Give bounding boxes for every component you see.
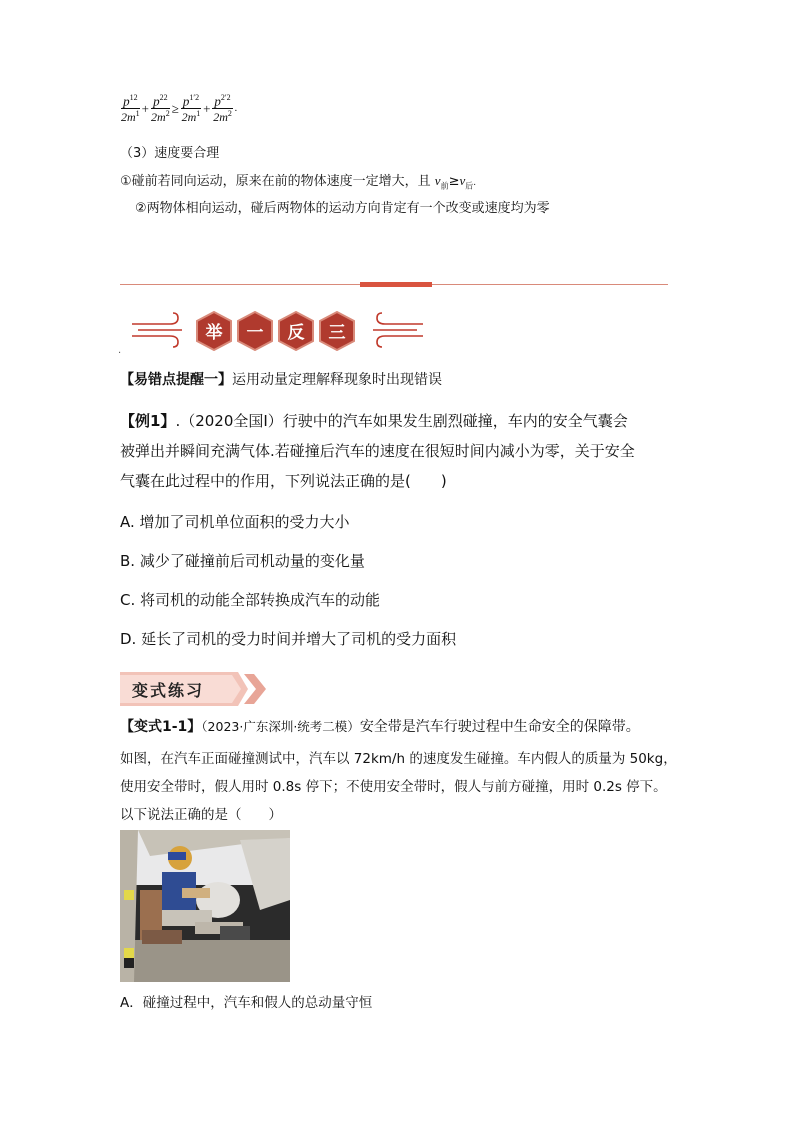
variant1-text: 安全带是汽车行驶过程中生命安全的保障带。	[359, 719, 640, 735]
item1-sub: 前	[440, 181, 449, 191]
variant1-option-a: A．碰撞过程中，汽车和假人的总动量守恒	[120, 995, 373, 1011]
frac-p: p	[123, 93, 130, 109]
frac-exp: 1′2	[189, 93, 200, 102]
frac-exp: 2′2	[220, 93, 231, 102]
example1-line2: 被弹出并瞬间充满气体.若碰撞后汽车的速度在很短时间内减小为零，关于安全	[120, 442, 635, 460]
frac-den: 2m	[121, 110, 136, 125]
frac-den-exp: 1	[135, 109, 140, 119]
tip-label: 【易错点提醒一】	[120, 372, 232, 388]
example1-text: .（2020全国Ⅰ）行驶中的汽车如果发生剧烈碰撞，车内的安全气囊会	[175, 412, 628, 430]
item1-v: v	[434, 173, 441, 188]
fraction-2	[151, 94, 170, 123]
plus-sign: +	[203, 100, 211, 116]
variant1-line3: 使用安全带时，假人用时 0.8s 停下；不使用安全带时，假人与前方碰撞，用时 0.2s 停下。	[120, 779, 667, 795]
example1-line3: 气囊在此过程中的作用，下列说法正确的是( )	[120, 472, 447, 490]
formula-end-dot: .	[234, 103, 238, 115]
frac-p: p	[214, 93, 221, 109]
tip-text: 运用动量定理解释现象时出现错误	[232, 372, 442, 388]
banner-char-4: 三	[328, 323, 346, 343]
frac-p: p	[153, 93, 160, 109]
left-cloud-ornament-icon	[130, 306, 190, 354]
fraction-3	[181, 94, 201, 123]
item1-geq: ≥	[448, 174, 460, 189]
example1-option-c: C. 将司机的动能全部转换成汽车的动能	[120, 591, 381, 609]
variant1-line1	[120, 716, 640, 736]
item1-text: ①碰前若同向运动，原来在前的物体速度一定增大，且	[120, 174, 431, 189]
banner-char-1: 举	[205, 323, 223, 343]
frac-exp: 12	[129, 93, 138, 102]
section3-heading: （3）速度要合理	[120, 146, 220, 161]
variant-banner-title: 变式练习	[132, 681, 205, 700]
frac-den: 2m	[151, 110, 166, 125]
frac-p: p	[182, 93, 190, 109]
example1-line1	[120, 410, 628, 431]
banner-char-3: 反	[287, 323, 305, 343]
crash-test-photo	[120, 830, 290, 982]
section3-item2: ②两物体相向运动，碰后两物体的运动方向肯定有一个改变或速度均为零	[135, 201, 550, 216]
variant1-line4: 以下说法正确的是（ ）	[120, 807, 282, 823]
item1-sub: 后	[465, 181, 474, 191]
frac-den-exp: 2	[227, 109, 232, 119]
item1-end: .	[473, 178, 477, 188]
example1-option-d: D. 延长了司机的受力时间并增大了司机的受力面积	[120, 630, 457, 648]
item1-v: v	[459, 173, 466, 188]
stray-dot: ·	[118, 348, 122, 359]
frac-den-exp: 1	[196, 109, 201, 119]
divider-accent	[360, 282, 432, 287]
momentum-energy-inequality	[120, 94, 238, 123]
section3-item1	[120, 170, 476, 192]
variant1-source: （2023·广东深圳·统考二模）	[201, 719, 360, 734]
variant1-label: 【变式1-1】	[120, 719, 202, 735]
frac-den: 2m	[213, 110, 228, 125]
banner-char-2: 一	[246, 323, 264, 343]
fraction-4	[212, 94, 232, 123]
right-cloud-ornament-icon	[365, 306, 425, 354]
tip-line	[120, 369, 442, 389]
frac-den: 2m	[181, 110, 197, 125]
example1-label: 【例1】	[120, 412, 176, 430]
example1-option-b: B. 减少了碰撞前后司机动量的变化量	[120, 552, 365, 570]
frac-den-exp: 2	[165, 109, 170, 119]
variant1-line2: 如图，在汽车正面碰撞测试中，汽车以 72km/h 的速度发生碰撞。车内假人的质量为 50kg，	[120, 751, 677, 767]
fraction-1	[121, 94, 140, 123]
example1-option-a: A. 增加了司机单位面积的受力大小	[120, 513, 350, 531]
frac-exp: 22	[159, 93, 168, 102]
geq-sign: ≥	[171, 100, 179, 116]
plus-sign: +	[141, 100, 150, 116]
